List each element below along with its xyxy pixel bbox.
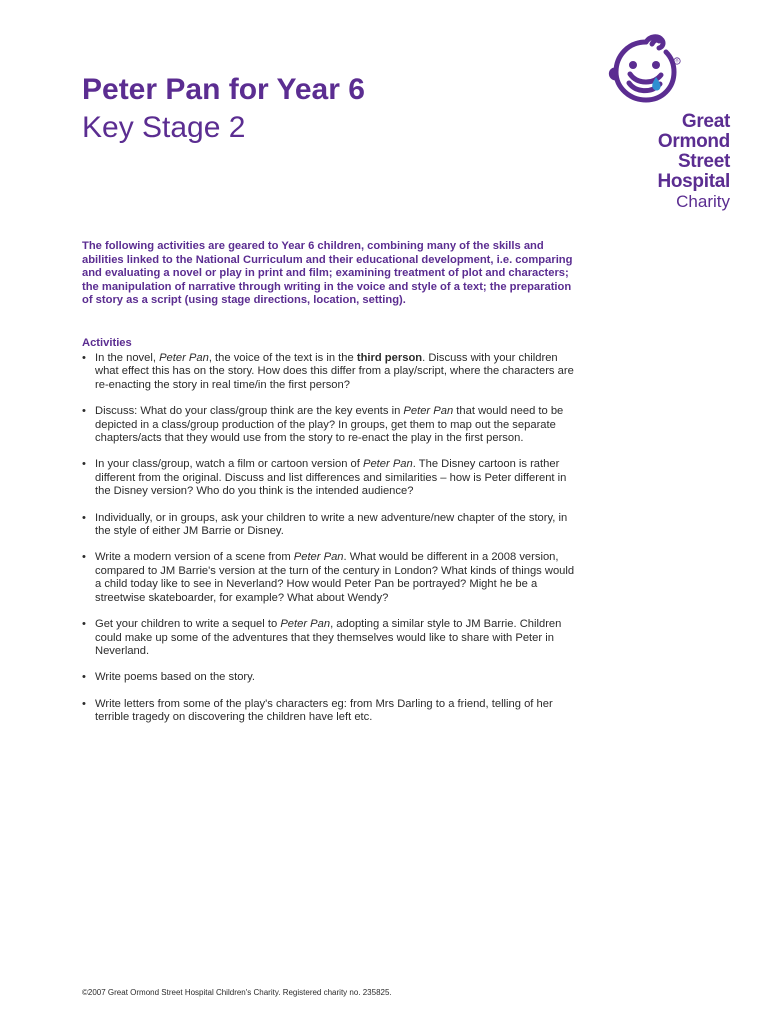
bullet-icon: • bbox=[82, 671, 86, 684]
activity-item bbox=[82, 671, 582, 684]
activity-item bbox=[82, 618, 582, 658]
activity-text: Get your children to write a sequel to bbox=[95, 618, 281, 631]
activity-text: . Discuss with your children what effect this has on the story. How does this differ from a play/script, where the characters are re-enacting the story in real time/in the first person? bbox=[95, 352, 574, 391]
book-title: Peter Pan bbox=[280, 618, 331, 631]
bullet-icon: • bbox=[82, 405, 86, 418]
bullet-icon: • bbox=[82, 551, 86, 564]
activity-item bbox=[82, 352, 582, 392]
gosh-charity-logo bbox=[606, 30, 756, 211]
registered-mark: ® bbox=[675, 58, 679, 64]
bullet-icon: • bbox=[82, 458, 86, 471]
copyright-footer: ©2007 Great Ormond Street Hospital Children's Charity. Registered charity no. 235825. bbox=[82, 988, 392, 997]
book-title: Peter Pan bbox=[363, 458, 413, 471]
logo-word-ormond: Ormond bbox=[657, 131, 730, 152]
logo-word-charity: Charity bbox=[676, 192, 730, 211]
book-title: Peter Pan bbox=[293, 551, 344, 564]
activity-item bbox=[82, 512, 582, 539]
book-title: Peter Pan bbox=[159, 352, 209, 364]
logo-word-great: Great bbox=[681, 111, 730, 132]
activity-text: Write a modern version of a scene from bbox=[95, 551, 294, 564]
logo-word-street: Street bbox=[677, 151, 730, 172]
intro-paragraph: The following activities are geared to Year 6 children, combining many of the skills and abilities linked to the National Curriculum and their educational development, i.e. comparing and evaluating a novel or play in print and film; examining treatment of plot and characters; the manipulation of narrative through writing in the voice and style of a text; the preparation of story as a script (using stage directions, location, setting). bbox=[82, 240, 573, 306]
emphasis-text: third person bbox=[356, 352, 423, 364]
activity-item bbox=[82, 405, 582, 445]
page-subtitle: Key Stage 2 bbox=[82, 111, 246, 144]
activities-list bbox=[82, 352, 582, 738]
bullet-icon: • bbox=[82, 697, 86, 710]
activity-text: In the novel, bbox=[95, 352, 160, 364]
activity-text: , the voice of the text is in the bbox=[208, 352, 357, 364]
smiling-baby-face-icon bbox=[606, 30, 686, 110]
bullet-icon: • bbox=[82, 618, 86, 631]
activity-text: Write poems based on the story. bbox=[95, 671, 256, 684]
activity-item bbox=[82, 551, 582, 605]
book-title: Peter Pan bbox=[403, 405, 454, 418]
activity-item bbox=[82, 458, 582, 498]
activity-text: Discuss: What do your class/group think are the key events in bbox=[95, 405, 404, 418]
activity-text: . What would be different in a 2008 version, compared to JM Barrie's version at the turn of the century in London? What kinds of things would a child today like to see in Neverland? How would Peter Pan be portrayed? Might he be a streetwise skateboarder, for example? What about Wendy? bbox=[95, 551, 575, 604]
activity-text: In your class/group, watch a film or cartoon version of bbox=[95, 458, 363, 471]
activities-heading: Activities bbox=[82, 337, 132, 349]
activity-text: Individually, or in groups, ask your children to write a new adventure/new chapter of the story, in the style of either JM Barrie or Disney. bbox=[95, 511, 568, 538]
bullet-icon: • bbox=[82, 352, 86, 364]
activity-text: Write letters from some of the play's characters eg: from Mrs Darling to a friend, telling of her terrible tragedy on discovering the children have left etc. bbox=[95, 697, 553, 724]
logo-wordmark bbox=[657, 112, 730, 212]
activity-text: , adopting a similar style to JM Barrie. Children could make up some of the adventures that they themselves would like to share with Peter in Neverland. bbox=[95, 618, 562, 657]
activity-text: that would need to be depicted in a class/group production of the play? In groups, get them to map out the separate chapters/acts that they would use from the story to re-enact the play in the first person. bbox=[95, 405, 564, 445]
activity-text: . The Disney cartoon is rather different from the original. Discuss and list differences and similarities – how is Peter different in the Disney version? Who do you think is the intended audience? bbox=[95, 458, 567, 498]
logo-word-hospital: Hospital bbox=[657, 171, 730, 192]
page-title: Peter Pan for Year 6 bbox=[82, 73, 365, 106]
bullet-icon: • bbox=[82, 511, 86, 524]
activity-item bbox=[82, 698, 582, 725]
